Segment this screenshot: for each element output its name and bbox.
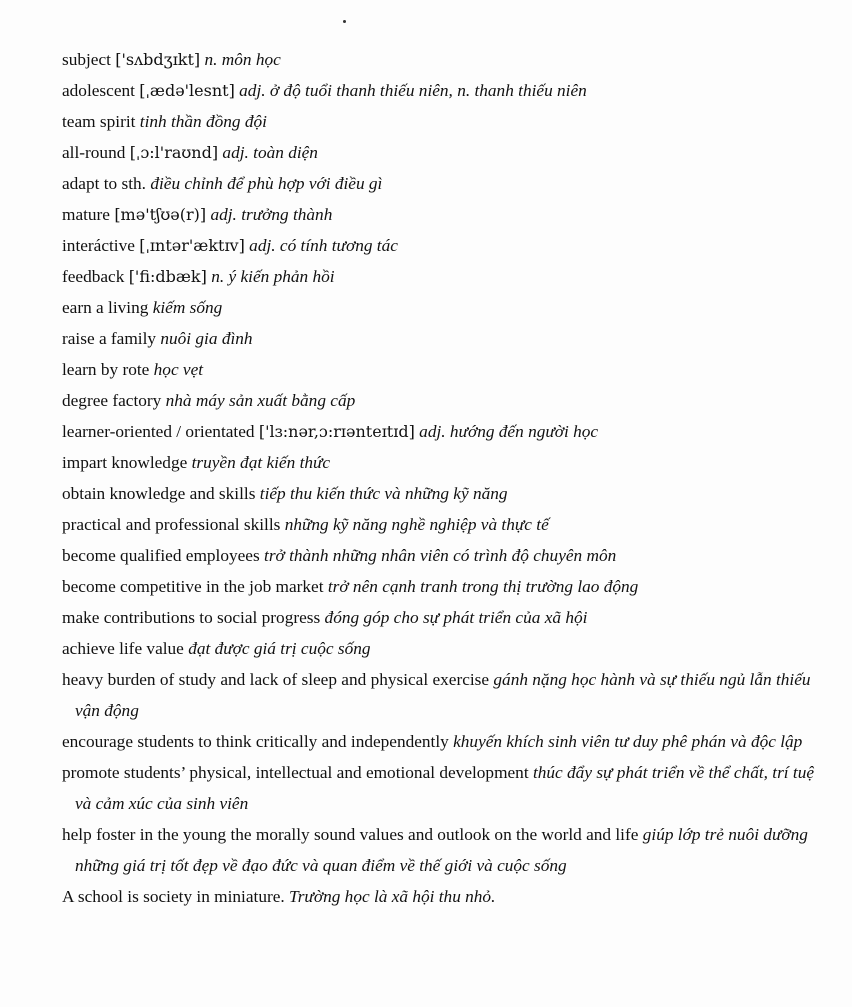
vocab-meaning: điều chỉnh để phù hợp với điều gì (150, 174, 383, 193)
vocab-entry (62, 261, 822, 292)
vocab-pronunciation: [ˌɪntər'æktɪv] (139, 236, 245, 255)
vocab-meaning: đạt được giá trị cuộc sống (188, 639, 371, 658)
vocab-meaning: những kỹ năng nghề nghiệp và thực tế (284, 515, 549, 534)
vocab-entry (62, 106, 822, 137)
vocab-meaning: ý kiến phản hồi (228, 267, 335, 286)
vocab-term: encourage students to think critically and independently (62, 732, 449, 751)
vocab-entry (62, 478, 822, 509)
vocab-entry (62, 168, 822, 199)
vocab-meaning: tiếp thu kiến thức và những kỹ năng (259, 484, 508, 503)
vocab-entry (62, 509, 822, 540)
vocab-term: impart knowledge (62, 453, 188, 472)
vocab-term: feedback (62, 267, 125, 286)
vocab-part-of-speech: adj. (239, 81, 266, 100)
vocab-term: raise a family (62, 329, 157, 348)
vocab-entry (62, 540, 822, 571)
vocab-entry (62, 571, 822, 602)
vocab-entry (62, 385, 822, 416)
vocab-meaning: trở nên cạnh tranh trong thị trường lao động (327, 577, 639, 596)
vocab-entry (62, 292, 822, 323)
vocab-pronunciation: [ˌɔ:l'raʊnd] (129, 143, 219, 162)
vocab-entry (62, 447, 822, 478)
vocab-entry (62, 137, 822, 168)
vocab-meaning: gánh nặng học hành và sự thiếu ngủ lẫn thiếu vận động (75, 670, 811, 720)
vocab-meaning: trở thành những nhân viên có trình độ chuyên môn (264, 546, 617, 565)
vocab-pronunciation: ['sʌbdʒɪkt] (115, 50, 201, 69)
vocab-meaning: ở độ tuổi thanh thiếu niên, n. thanh thiếu niên (269, 81, 587, 100)
vocab-term: A school is society in miniature. (62, 887, 285, 906)
vocab-entry (62, 323, 822, 354)
vocab-meaning: nhà máy sản xuất bằng cấp (165, 391, 356, 410)
vocab-pronunciation: [ˌædə'lesnt] (139, 81, 235, 100)
vocab-meaning: kiếm sống (152, 298, 223, 317)
vocab-term: subject (62, 50, 111, 69)
vocabulary-list (62, 44, 822, 912)
vocab-entry (62, 819, 822, 881)
vocab-pronunciation: [mə'tʃʊə(r)] (114, 205, 207, 224)
vocab-term: learn by rote (62, 360, 150, 379)
vocab-part-of-speech: n. (204, 50, 218, 69)
vocab-entry (62, 199, 822, 230)
vocab-term: obtain knowledge and skills (62, 484, 256, 503)
vocab-meaning: đóng góp cho sự phát triển của xã hội (324, 608, 588, 627)
vocab-term: heavy burden of study and lack of sleep and physical exercise (62, 670, 490, 689)
vocab-entry (62, 633, 822, 664)
vocab-pronunciation: ['fi:dbæk] (128, 267, 207, 286)
vocab-term: become qualified employees (62, 546, 260, 565)
vocab-entry (62, 230, 822, 261)
vocab-meaning: toàn diện (253, 143, 318, 162)
vocab-meaning: có tính tương tác (279, 236, 398, 255)
vocab-term: practical and professional skills (62, 515, 281, 534)
vocab-term: interáctive (62, 236, 135, 255)
vocab-meaning: trưởng thành (241, 205, 333, 224)
vocab-meaning: nuôi gia đình (160, 329, 253, 348)
vocab-term: earn a living (62, 298, 149, 317)
vocab-meaning: tinh thần đồng đội (139, 112, 267, 131)
vocab-term: promote students’ physical, intellectual and emotional development (62, 763, 529, 782)
vocab-meaning: truyền đạt kiến thức (191, 453, 331, 472)
vocab-entry (62, 757, 822, 819)
vocab-entry (62, 354, 822, 385)
vocab-term: help foster in the young the morally sound values and outlook on the world and life (62, 825, 639, 844)
vocab-meaning: môn học (221, 50, 281, 69)
vocab-term: adolescent (62, 81, 135, 100)
vocab-term: team spirit (62, 112, 136, 131)
vocab-term: degree factory (62, 391, 162, 410)
vocab-entry (62, 726, 822, 757)
vocab-term: become competitive in the job market (62, 577, 324, 596)
page-speck (343, 20, 346, 23)
vocab-pronunciation: ['lɜ:nər,ɔ:rɪənteɪtɪd] (258, 422, 415, 441)
vocab-term: make contributions to social progress (62, 608, 321, 627)
vocab-entry (62, 416, 822, 447)
vocab-term: achieve life value (62, 639, 184, 658)
vocab-entry (62, 602, 822, 633)
vocab-meaning: giúp lớp trẻ nuôi dưỡng những giá trị tốt đẹp về đạo đức và quan điểm về thế giới và cuộc sống (75, 825, 808, 875)
vocab-part-of-speech: adj. (249, 236, 276, 255)
vocab-meaning: khuyến khích sinh viên tư duy phê phán và độc lập (453, 732, 803, 751)
vocab-term: adapt to sth. (62, 174, 146, 193)
vocab-entry (62, 664, 822, 726)
vocab-entry (62, 44, 822, 75)
vocab-meaning: học vẹt (153, 360, 204, 379)
vocab-entry (62, 75, 822, 106)
vocab-part-of-speech: n. (211, 267, 225, 286)
vocab-meaning: thúc đẩy sự phát triển về thể chất, trí tuệ và cảm xúc của sinh viên (75, 763, 815, 813)
vocab-meaning: Trường học là xã hội thu nhỏ. (289, 887, 496, 906)
vocab-term: mature (62, 205, 110, 224)
vocab-part-of-speech: adj. (210, 205, 237, 224)
vocab-part-of-speech: adj. (222, 143, 249, 162)
vocab-entry (62, 881, 822, 912)
vocab-term: all-round (62, 143, 126, 162)
vocab-part-of-speech: adj. (419, 422, 446, 441)
vocab-term: learner-oriented / orientated (62, 422, 255, 441)
vocab-meaning: hướng đến người học (449, 422, 599, 441)
